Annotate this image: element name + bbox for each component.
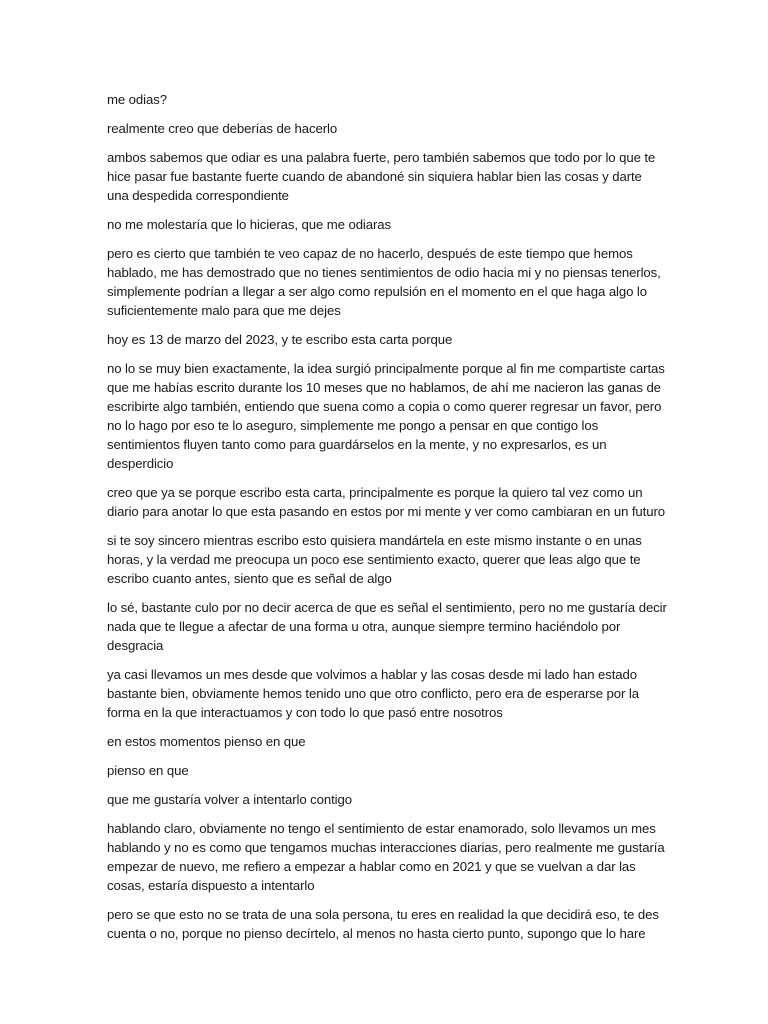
paragraph: creo que ya se porque escribo esta carta, principalmente es porque la quiero tal vez como un diario para anotar lo que esta pasando en estos por mi mente y ver como cambiaran en un futuro: [107, 485, 665, 519]
paragraph: pienso en que: [107, 763, 189, 778]
paragraph: ambos sabemos que odiar es una palabra fuerte, pero también sabemos que todo por lo que te hice pasar fue bastante fuerte cuando de abandoné sin siquiera hablar bien las cosas y darte una despedida correspondiente: [107, 150, 656, 203]
paragraph: pero es cierto que también te veo capaz de no hacerlo, después de este tiempo que hemos hablado, me has demostrado que no tienes sentimientos de odio hacia mi y no piensas tenerlos, simplemente podrían a llegar a ser algo como repulsión en el momento en el que haga algo lo suficientemente malo para que me dejes: [107, 246, 661, 318]
paragraph: hoy es 13 de marzo del 2023, y te escribo esta carta porque: [107, 332, 453, 347]
paragraph: ya casi llevamos un mes desde que volvimos a hablar y las cosas desde mi lado han estado bastante bien, obviamente hemos tenido uno que otro conflicto, pero era de esperarse por la forma en la que interactuamos y con todo lo que pasó entre nosotros: [107, 667, 639, 720]
paragraph: pero se que esto no se trata de una sola persona, tu eres en realidad la que decidirá eso, te des cuenta o no, porque no pienso decírtelo, al menos no hasta cierto punto, supongo que lo hare: [107, 907, 659, 941]
paragraph: me odias?: [107, 92, 167, 107]
paragraph: si te soy sincero mientras escribo esto quisiera mandártela en este mismo instante o en unas horas, y la verdad me preocupa un poco ese sentimiento exacto, querer que leas algo que te escribo cuanto antes, siento que es señal de algo: [107, 533, 642, 586]
paragraph: no lo se muy bien exactamente, la idea surgió principalmente porque al fin me compartiste cartas que me habías escrito durante los 10 meses que no hablamos, de ahí me nacieron las ganas de escribirte algo también, entiendo que suena como a copia o como querer regresar un favor, pero no lo hago por eso te lo aseguro, simplemente me pongo a pensar en que contigo los sentimientos fluyen tanto como para guardárselos en la mente, y no expresarlos, es un desperdicio: [107, 361, 665, 471]
paragraph: en estos momentos pienso en que: [107, 734, 306, 749]
paragraph: lo sé, bastante culo por no decir acerca de que es señal el sentimiento, pero no me gustaría decir nada que te llegue a afectar de una forma u otra, aunque siempre termino haciéndolo por desgracia: [107, 600, 667, 653]
paragraph: que me gustaría volver a intentarlo contigo: [107, 792, 352, 807]
paragraph: hablando claro, obviamente no tengo el sentimiento de estar enamorado, solo llevamos un mes hablando y no es como que tengamos muchas interacciones diarias, pero realmente me gustaría empezar de nuevo, me refiero a empezar a hablar como en 2021 y que se vuelvan a dar las cosas, estaría dispuesto a intentarlo: [107, 821, 665, 893]
document-page: [107, 90, 667, 953]
paragraph: no me molestaría que lo hicieras, que me odiaras: [107, 217, 392, 232]
paragraph: realmente creo que deberías de hacerlo: [107, 121, 338, 136]
